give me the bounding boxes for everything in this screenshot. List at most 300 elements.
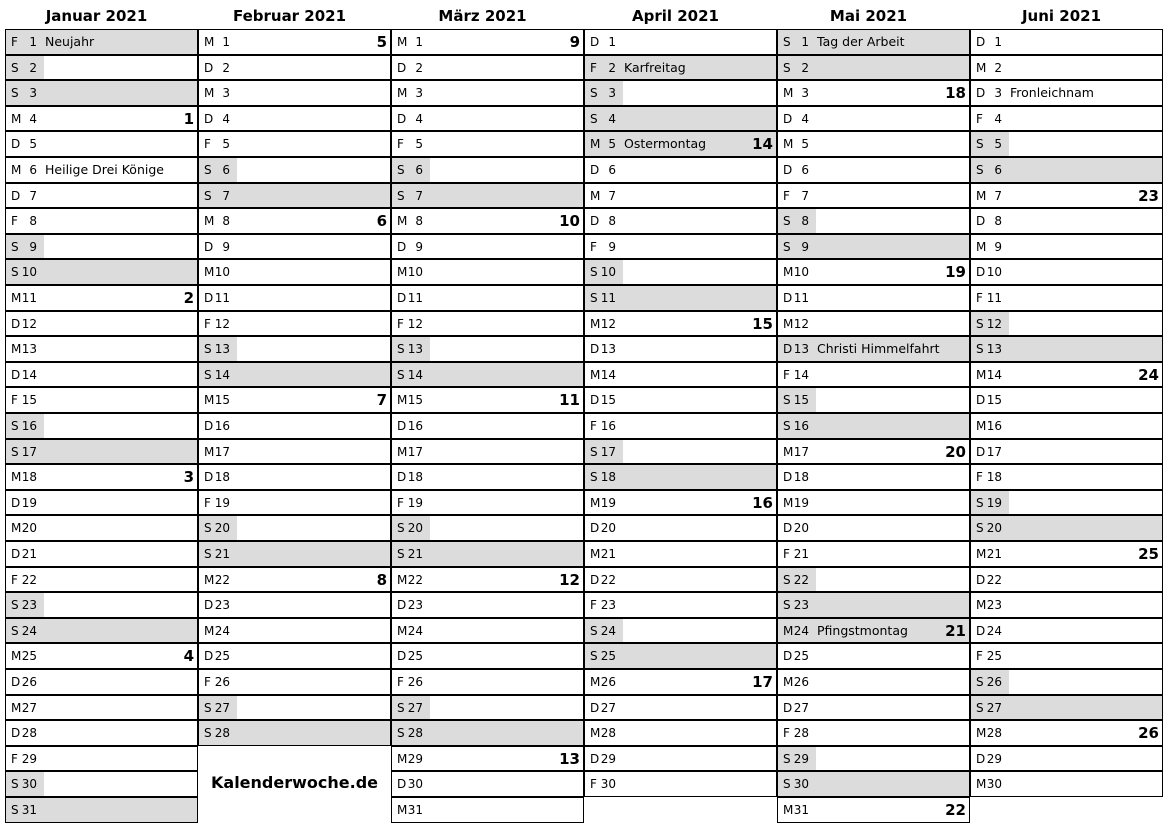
day-row	[198, 695, 391, 721]
weekday-letter: D	[204, 470, 214, 485]
day-number: 8	[608, 214, 616, 229]
day-number: 7	[29, 188, 37, 203]
weekday-letter: M	[204, 444, 215, 459]
day-row	[777, 285, 970, 311]
weekday-letter: S	[976, 137, 984, 152]
weekday-letter: F	[976, 111, 983, 126]
day-row	[198, 567, 391, 593]
weekday-letter: D	[783, 291, 793, 305]
day-row	[777, 157, 970, 183]
weekday-letter: F	[976, 470, 983, 485]
day-number: 6	[415, 163, 423, 177]
day-row	[5, 80, 198, 106]
day-row	[5, 771, 198, 797]
day-row	[198, 720, 391, 746]
weekday-letter: D	[397, 111, 407, 126]
week-number: 1	[183, 109, 194, 128]
week-number: 10	[559, 212, 580, 231]
day-number: 16	[793, 419, 809, 433]
weekday-letter: D	[397, 649, 407, 664]
day-number: 1	[415, 35, 423, 49]
week-number: 19	[945, 263, 966, 282]
weekday-letter: F	[783, 188, 790, 203]
weekday-letter: M	[976, 726, 987, 741]
day-row	[584, 746, 777, 772]
day-row	[970, 29, 1163, 55]
weekday-letter: M	[11, 521, 22, 536]
day-row	[584, 490, 777, 516]
weekday-letter: M	[783, 137, 794, 152]
day-number: 26	[986, 675, 1002, 689]
weekday-letter: D	[590, 572, 600, 587]
day-row	[584, 541, 777, 567]
weekday-letter: S	[590, 111, 598, 126]
day-number: 23	[600, 598, 616, 613]
weekday-letter: S	[11, 86, 19, 101]
day-row	[777, 592, 970, 618]
day-row	[777, 362, 970, 388]
weekday-letter: F	[590, 419, 597, 433]
weekday-letter: S	[204, 521, 212, 536]
day-number: 9	[608, 239, 616, 254]
day-row	[584, 208, 777, 234]
day-number: 30	[407, 777, 423, 792]
day-row	[198, 541, 391, 567]
day-number: 9	[994, 239, 1002, 254]
day-row	[970, 234, 1163, 260]
holiday-label: Fronleichnam	[1010, 85, 1094, 101]
day-number: 11	[986, 291, 1002, 305]
day-row	[198, 592, 391, 618]
day-row	[777, 490, 970, 516]
weekday-letter: F	[397, 675, 404, 689]
day-row	[970, 464, 1163, 490]
day-row	[970, 771, 1163, 797]
weekday-letter: M	[783, 675, 794, 689]
day-row	[5, 515, 198, 541]
week-number: 2	[183, 289, 194, 307]
weekday-letter: F	[11, 393, 18, 408]
day-row	[198, 183, 391, 209]
day-row	[777, 259, 970, 285]
weekday-letter: D	[590, 163, 600, 177]
day-number: 28	[214, 726, 230, 741]
day-number: 5	[994, 137, 1002, 152]
weekday-letter: F	[590, 239, 597, 254]
day-number: 14	[793, 367, 809, 382]
day-number: 21	[407, 547, 423, 561]
day-number: 17	[214, 444, 230, 459]
day-number: 24	[214, 623, 230, 638]
day-number: 17	[407, 444, 423, 459]
weekday-letter: F	[590, 598, 597, 613]
weekday-letter: D	[11, 547, 21, 561]
day-row	[777, 131, 970, 157]
weekday-letter: F	[204, 316, 211, 331]
month-title: April 2021	[632, 7, 719, 25]
day-row	[391, 771, 584, 797]
day-row	[970, 362, 1163, 388]
week-number: 16	[752, 493, 773, 512]
weekday-letter: F	[783, 726, 790, 741]
day-number: 7	[994, 188, 1002, 203]
day-number: 6	[801, 163, 809, 177]
weekday-letter: F	[590, 60, 597, 75]
weekday-letter: D	[204, 649, 214, 664]
weekday-letter: M	[204, 572, 215, 587]
weekday-letter: M	[976, 419, 987, 433]
weekday-letter: M	[204, 265, 215, 280]
weekday-letter: D	[204, 291, 214, 305]
day-row	[391, 439, 584, 465]
weekday-letter: M	[204, 623, 215, 638]
weekday-letter: D	[11, 367, 21, 382]
day-row	[198, 208, 391, 234]
day-number: 27	[600, 700, 616, 715]
day-number: 16	[600, 419, 616, 433]
day-row	[777, 618, 970, 644]
day-number: 26	[21, 675, 37, 689]
weekday-letter: S	[590, 265, 598, 280]
day-row	[970, 285, 1163, 311]
day-row	[5, 669, 198, 695]
weekday-letter: M	[11, 649, 22, 664]
weekday-letter: M	[11, 291, 22, 305]
day-row	[391, 29, 584, 55]
day-number: 5	[801, 137, 809, 152]
day-row	[5, 592, 198, 618]
weekday-letter: F	[590, 777, 597, 792]
week-number: 3	[183, 468, 194, 487]
week-number: 7	[376, 391, 387, 410]
day-row	[777, 106, 970, 132]
day-number: 2	[29, 60, 37, 75]
weekday-letter: M	[11, 700, 22, 715]
weekday-letter: M	[204, 393, 215, 408]
weekday-letter: D	[397, 419, 407, 433]
weekday-letter: S	[397, 342, 405, 357]
day-number: 19	[600, 495, 616, 510]
day-row	[391, 464, 584, 490]
day-number: 2	[994, 60, 1002, 75]
day-row	[5, 55, 198, 81]
day-row	[198, 413, 391, 439]
day-number: 1	[222, 35, 230, 49]
week-number: 6	[376, 212, 387, 231]
month-column	[386, 0, 579, 827]
weekday-letter: D	[204, 419, 214, 433]
week-number: 24	[1138, 365, 1159, 384]
month-title: Januar 2021	[45, 7, 148, 25]
day-row	[198, 234, 391, 260]
day-number: 30	[600, 777, 616, 792]
weekday-letter: S	[204, 547, 212, 561]
day-number: 5	[29, 137, 37, 152]
weekday-letter: M	[976, 188, 987, 203]
day-row	[5, 362, 198, 388]
day-row	[777, 643, 970, 669]
day-row	[777, 669, 970, 695]
week-number: 5	[376, 33, 387, 51]
weekday-letter: S	[783, 239, 791, 254]
day-row	[777, 183, 970, 209]
day-number: 24	[986, 623, 1002, 638]
day-row	[198, 387, 391, 413]
day-number: 4	[222, 111, 230, 126]
day-number: 10	[21, 265, 37, 280]
weekday-letter: S	[783, 60, 791, 75]
day-row	[584, 362, 777, 388]
day-row	[970, 592, 1163, 618]
day-row	[584, 515, 777, 541]
weekday-letter: S	[590, 444, 598, 459]
day-number: 13	[407, 342, 423, 357]
weekday-letter: F	[783, 547, 790, 561]
day-row	[5, 643, 198, 669]
day-row	[198, 157, 391, 183]
day-number: 12	[793, 316, 809, 331]
day-row	[584, 285, 777, 311]
day-row	[391, 106, 584, 132]
day-row	[198, 285, 391, 311]
day-row	[5, 131, 198, 157]
day-number: 17	[986, 444, 1002, 459]
day-row	[970, 157, 1163, 183]
weekday-letter: S	[11, 239, 19, 254]
day-number: 22	[21, 572, 37, 587]
day-row	[777, 541, 970, 567]
day-number: 12	[214, 316, 230, 331]
day-number: 10	[214, 265, 230, 280]
holiday-label: Karfreitag	[624, 59, 686, 75]
day-row	[970, 515, 1163, 541]
day-number: 30	[21, 777, 37, 792]
day-number: 23	[793, 598, 809, 613]
weekday-letter: S	[397, 700, 405, 715]
month-title: Juni 2021	[1021, 7, 1102, 25]
weekday-letter: S	[783, 419, 791, 433]
day-row	[584, 106, 777, 132]
week-number: 12	[559, 570, 580, 589]
weekday-letter: D	[976, 572, 986, 587]
day-row	[584, 720, 777, 746]
day-number: 22	[600, 572, 616, 587]
day-row	[198, 362, 391, 388]
weekday-letter: D	[783, 470, 793, 485]
weekday-letter: M	[590, 316, 601, 331]
day-row	[777, 336, 970, 362]
week-number: 4	[183, 647, 194, 666]
day-row	[777, 567, 970, 593]
weekday-letter: S	[204, 726, 212, 741]
weekday-letter: S	[976, 521, 984, 536]
day-row	[391, 695, 584, 721]
day-row	[391, 55, 584, 81]
weekday-letter: D	[976, 35, 986, 49]
weekday-letter: M	[204, 86, 215, 101]
day-number: 4	[608, 111, 616, 126]
day-row	[391, 362, 584, 388]
weekday-letter: S	[11, 803, 19, 817]
day-row	[584, 387, 777, 413]
weekday-letter: F	[397, 495, 404, 510]
day-number: 12	[600, 316, 616, 331]
day-row	[391, 131, 584, 157]
day-row	[198, 464, 391, 490]
day-number: 15	[600, 393, 616, 408]
day-number: 13	[793, 342, 809, 357]
week-number: 22	[945, 801, 966, 819]
day-row	[198, 29, 391, 55]
day-row	[584, 413, 777, 439]
day-number: 3	[415, 86, 423, 101]
weekday-letter: D	[397, 777, 407, 792]
day-number: 3	[994, 86, 1002, 101]
day-row	[391, 157, 584, 183]
day-number: 20	[986, 521, 1002, 536]
day-number: 25	[986, 649, 1002, 664]
day-row	[970, 336, 1163, 362]
weekday-letter: S	[11, 265, 19, 280]
brand-footer: Kalenderwoche.de	[211, 773, 378, 792]
weekday-letter: M	[397, 35, 408, 49]
day-row	[584, 618, 777, 644]
day-row	[5, 720, 198, 746]
day-row	[970, 183, 1163, 209]
day-row	[970, 106, 1163, 132]
day-number: 10	[793, 265, 809, 280]
day-number: 1	[29, 35, 37, 49]
day-row	[584, 259, 777, 285]
day-row	[777, 771, 970, 797]
day-row	[970, 387, 1163, 413]
weekday-letter: D	[590, 342, 600, 357]
weekday-letter: D	[976, 214, 986, 229]
day-number: 18	[21, 470, 37, 485]
day-row	[970, 746, 1163, 772]
day-number: 25	[21, 649, 37, 664]
weekday-letter: D	[783, 111, 793, 126]
day-number: 15	[793, 393, 809, 408]
day-number: 1	[994, 35, 1002, 49]
weekday-letter: M	[783, 316, 794, 331]
weekday-letter: F	[204, 675, 211, 689]
day-number: 6	[222, 163, 230, 177]
day-number: 21	[600, 547, 616, 561]
weekday-letter: S	[783, 214, 791, 229]
weekday-letter: M	[590, 675, 601, 689]
month-column	[965, 0, 1158, 827]
weekday-letter: S	[11, 60, 19, 75]
weekday-letter: S	[11, 419, 19, 433]
weekday-letter: M	[783, 803, 794, 817]
weekday-letter: D	[397, 60, 407, 75]
day-number: 2	[415, 60, 423, 75]
day-number: 23	[21, 598, 37, 613]
weekday-letter: S	[976, 495, 984, 510]
day-row	[777, 80, 970, 106]
day-number: 29	[407, 751, 423, 766]
day-number: 6	[608, 163, 616, 177]
day-row	[391, 80, 584, 106]
day-number: 17	[600, 444, 616, 459]
day-row	[5, 567, 198, 593]
day-number: 5	[415, 137, 423, 152]
weekday-letter: D	[590, 214, 600, 229]
day-number: 7	[222, 188, 230, 203]
day-row	[970, 55, 1163, 81]
weekday-letter: D	[590, 751, 600, 766]
week-number: 13	[559, 749, 580, 768]
weekday-letter: D	[204, 239, 214, 254]
weekday-letter: S	[783, 35, 791, 49]
day-number: 7	[415, 188, 423, 203]
weekday-letter: F	[11, 35, 18, 49]
weekday-letter: D	[590, 700, 600, 715]
day-row	[777, 311, 970, 337]
weekday-letter: D	[783, 163, 793, 177]
day-number: 8	[415, 214, 423, 229]
weekday-letter: F	[204, 495, 211, 510]
day-number: 14	[214, 367, 230, 382]
weekday-letter: D	[590, 521, 600, 536]
day-number: 13	[600, 342, 616, 357]
weekday-letter: M	[397, 86, 408, 101]
weekday-letter: F	[976, 649, 983, 664]
day-row	[5, 285, 198, 311]
weekday-letter: M	[397, 214, 408, 229]
day-number: 8	[801, 214, 809, 229]
day-row	[777, 695, 970, 721]
day-row	[970, 618, 1163, 644]
day-row	[584, 439, 777, 465]
day-row	[198, 669, 391, 695]
day-number: 13	[21, 342, 37, 357]
weekday-letter: S	[11, 598, 19, 613]
day-row	[198, 490, 391, 516]
day-number: 4	[29, 111, 37, 126]
day-number: 5	[608, 137, 616, 152]
holiday-label: Neujahr	[45, 34, 95, 49]
weekday-letter: M	[783, 86, 794, 101]
day-row	[584, 234, 777, 260]
day-number: 16	[21, 419, 37, 433]
week-number: 11	[559, 391, 580, 410]
day-row	[198, 55, 391, 81]
weekday-letter: D	[976, 623, 986, 638]
weekday-letter: S	[204, 700, 212, 715]
day-number: 3	[608, 86, 616, 101]
week-number: 25	[1138, 545, 1159, 563]
day-number: 20	[600, 521, 616, 536]
weekday-letter: S	[783, 751, 791, 766]
day-number: 28	[21, 726, 37, 741]
holiday-label: Tag der Arbeit	[817, 34, 905, 49]
weekday-letter: F	[783, 367, 790, 382]
day-number: 2	[222, 60, 230, 75]
week-number: 17	[752, 673, 773, 691]
day-number: 9	[415, 239, 423, 254]
day-row	[391, 208, 584, 234]
day-row	[584, 567, 777, 593]
weekday-letter: S	[204, 188, 212, 203]
weekday-letter: S	[783, 777, 791, 792]
day-row	[391, 720, 584, 746]
day-row	[198, 439, 391, 465]
day-number: 30	[793, 777, 809, 792]
weekday-letter: M	[976, 547, 987, 561]
day-number: 17	[793, 444, 809, 459]
